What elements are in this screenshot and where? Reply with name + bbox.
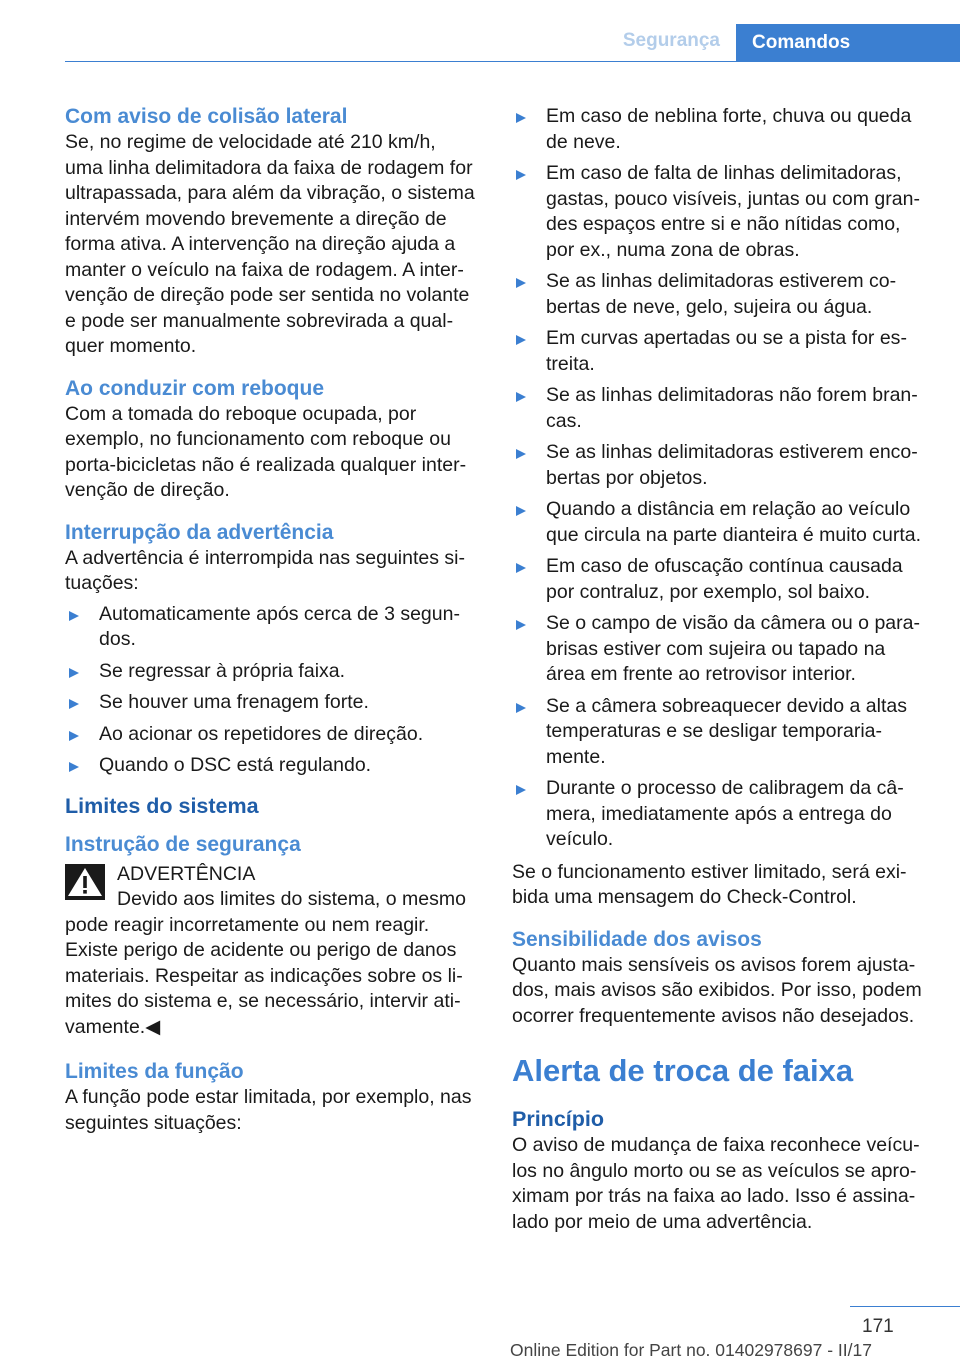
triangle-right-icon [69, 668, 79, 678]
warning-triangle-icon [65, 864, 105, 900]
heading-limites-funcao: Limites da função [65, 1060, 244, 1083]
list-item: Em caso de ofuscação contínua causada por contraluz, por exemplo, sol baixo. [512, 554, 928, 605]
list-interrupcao [65, 602, 477, 779]
triangle-right-icon [516, 113, 526, 123]
list-item: Ao acionar os repetidores de direção. [65, 722, 477, 748]
list-item: Se o campo de visão da câmera ou o para-brisas estiver com sujeira ou tapado na área em frente ao retrovisor interior. [512, 611, 928, 688]
header-section-label: Segurança [622, 30, 720, 51]
list-item: Se as linhas delimitadoras estiverem encobertas por objetos. [512, 440, 928, 491]
list-item: Se regressar à própria faixa. [65, 659, 477, 685]
list-item: Se a câmera sobreaquecer devido a altas temperaturas e se desligar temporariamente. [512, 694, 928, 771]
heading-reboque: Ao conduzir com reboque [65, 376, 325, 400]
triangle-right-icon [516, 506, 526, 516]
header-chapter-tab: Comandos [736, 24, 960, 62]
list-item: Em curvas apertadas ou se a pista for estreita. [512, 326, 928, 377]
paragraph-colisao-lateral: Se, no regime de velocidade até 210 km/h, uma linha delimitadora da faixa de rodagem for ultrapassada, para além da vibração, o sistema intervém movendo brevemente a direção de forma ativa. A intervenção na direção ajuda a manter o veículo na faixa de rodagem. A intervenção de direção pode ser sentida no volante e pode ser manualmente sobrevirada a qualquer momento. [65, 131, 475, 357]
heading-instrucao-seguranca: Instrução de segurança [65, 832, 301, 856]
list-item: Quando a distância em relação ao veículo que circula na parte dianteira é muito curta. [512, 497, 928, 548]
triangle-right-icon [69, 731, 79, 741]
list-item: Automaticamente após cerca de 3 segundos. [65, 602, 477, 653]
right-column [512, 103, 928, 1235]
triangle-right-icon [516, 392, 526, 402]
warning-title: ADVERTÊNCIA [117, 862, 256, 885]
list-item: Durante o processo de calibragem da câmera, imediatamente após a entrega do veículo. [512, 776, 928, 853]
paragraph-limites-funcao: A função pode estar limitada, por exemplo, nas seguintes situações: [65, 1086, 472, 1134]
triangle-right-icon [516, 278, 526, 288]
paragraph-reboque: Com a tomada do reboque ocupada, por exemplo, no funcionamento com reboque ou porta-bicicletas não é realizada qualquer intervenção de direção. [65, 402, 467, 501]
triangle-right-icon [516, 785, 526, 795]
left-column [65, 103, 477, 1136]
list-item: Se as linhas delimitadoras não forem brancas. [512, 383, 928, 434]
list-item: Quando o DSC está regulando. [65, 753, 477, 779]
paragraph-funcionamento-limitado: Se o funcionamento estiver limitado, será exibida uma mensagem do Check-Control. [512, 860, 907, 908]
triangle-right-icon [69, 611, 79, 621]
list-item: Se as linhas delimitadoras estiverem cobertas de neve, gelo, sujeira ou água. [512, 269, 928, 320]
paragraph-interrupcao: A advertência é interrompida nas seguintes situações: [65, 546, 465, 594]
page-number: 171 [862, 1316, 894, 1337]
heading-interrupcao: Interrupção da advertência [65, 520, 334, 544]
list-item: Se houver uma frenagem forte. [65, 690, 477, 716]
heading-principio: Princípio [512, 1107, 604, 1131]
header-rule [65, 61, 960, 62]
triangle-right-icon [516, 703, 526, 713]
triangle-right-icon [516, 335, 526, 345]
heading-sensibilidade: Sensibilidade dos avisos [512, 927, 762, 951]
footer-edition: Online Edition for Part no. 01402978697 - II/17 [510, 1340, 872, 1360]
triangle-right-icon [69, 699, 79, 709]
heading-limites-sistema: Limites do sistema [65, 793, 259, 818]
heading-alerta-troca-faixa: Alerta de troca de faixa [512, 1053, 854, 1088]
list-limites-funcao [512, 104, 928, 853]
warning-box [65, 862, 477, 1041]
triangle-right-icon [516, 170, 526, 180]
heading-colisao-lateral: Com aviso de colisão lateral [65, 105, 348, 128]
list-item: Em caso de falta de linhas delimitadoras, gastas, pouco visíveis, juntas ou com grandes espaços entre si e não nítidas como, por ex., numa zona de obras. [512, 161, 928, 263]
triangle-right-icon [516, 563, 526, 573]
triangle-right-icon [69, 762, 79, 772]
paragraph-sensibilidade: Quanto mais sensíveis os avisos forem ajustados, mais avisos são exibidos. Por isso, podem ocorrer frequentemente avisos não desejados. [512, 953, 922, 1027]
list-item: Em caso de neblina forte, chuva ou queda de neve. [512, 104, 928, 155]
paragraph-principio: O aviso de mudança de faixa reconhece veículos no ângulo morto ou se as veículos se aproximam por trás na faixa ao lado. Isso é assinalado por meio de uma advertência. [512, 1134, 920, 1233]
page-header [0, 0, 960, 62]
warning-text: Devido aos limites do sistema, o mesmo pode reagir incorretamente ou nem reagir. Existe perigo de acidente ou perigo de danos materiais. Respeitar as indicações sobre os limites do sistema e, se necessário, intervir ativamente.◀ [65, 888, 466, 1038]
footer-rule [850, 1306, 960, 1307]
triangle-right-icon [516, 620, 526, 630]
triangle-right-icon [516, 449, 526, 459]
